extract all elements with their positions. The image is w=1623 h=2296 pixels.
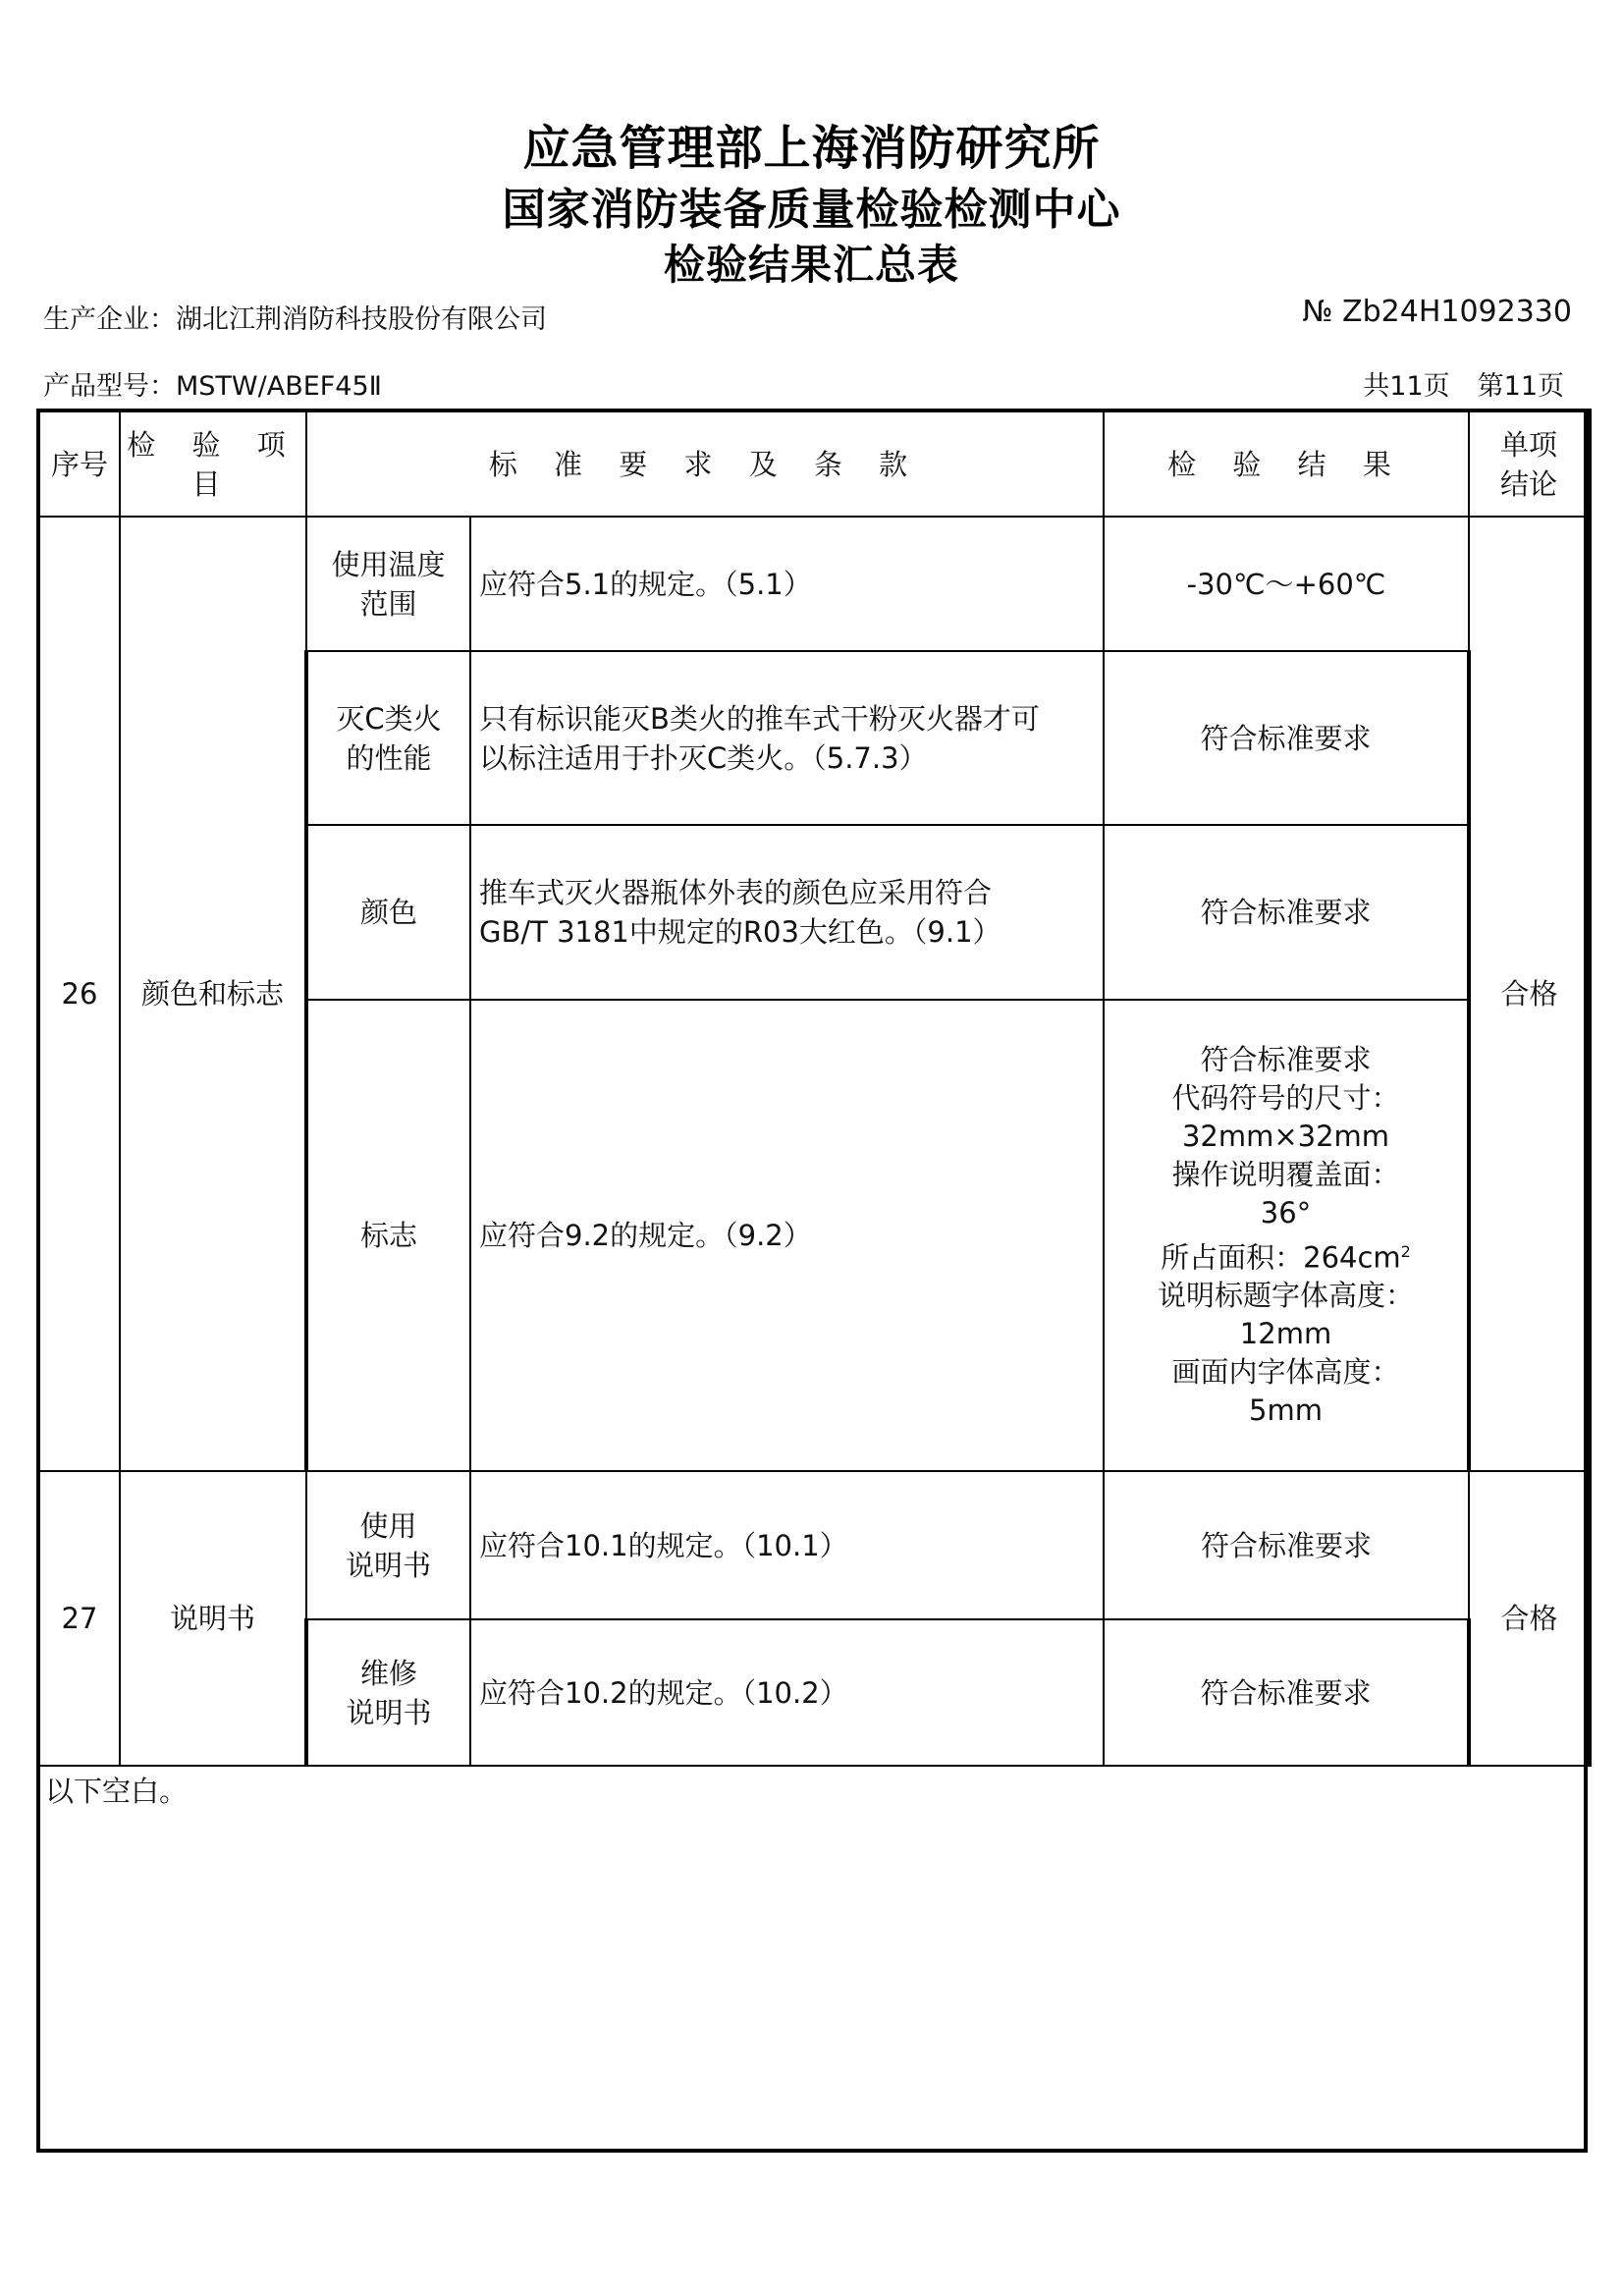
test-result: 符合标准要求 [1104,1619,1469,1766]
header-conclusion-line1: 单项 [1499,427,1557,462]
item-number: 27 [38,1471,120,1766]
area-value: 所占面积：264cm [1161,1240,1401,1275]
test-result: -30℃～+60℃ [1104,517,1469,651]
result-line: 操作说明覆盖面： [1171,1157,1400,1191]
test-result [1104,1000,1469,1471]
results-table [36,409,1592,1767]
current-page: 第11页 [1477,371,1564,402]
result-line: 5mm [1249,1394,1323,1428]
requirement-line: 应符合5.1的规定。（5.1） [479,567,812,601]
item-name: 说明书 [120,1471,306,1766]
requirement-line: GB/T 3181中规定的R03大红色。（9.1） [479,915,1001,949]
requirement [470,825,1104,1000]
sub-item-line: 说明书 [346,1695,432,1729]
requirement: 应符合9.2的规定。（9.2） [470,1000,1104,1471]
sub-item: 颜色 [306,825,470,1000]
item-number: 26 [38,517,120,1471]
test-result: 符合标准要求 [1104,651,1469,825]
table-row [38,1471,1590,1619]
result-line: 说明标题字体高度： [1157,1279,1414,1313]
header-conclusion-line2: 结论 [1499,466,1557,501]
product-model: 产品型号：MSTW/ABEF45Ⅱ [43,371,382,402]
header-conclusion [1469,410,1590,517]
institute-title: 应急管理部上海消防研究所 [522,121,1101,176]
requirement: 应符合10.1的规定。（10.1） [470,1471,1104,1619]
sub-item [306,651,470,825]
sub-item [306,517,470,651]
requirement [470,651,1104,825]
table-header-row [38,410,1590,517]
sub-item-line: 说明书 [345,1548,431,1582]
report-number: № Zb24H1092330 [1302,295,1572,329]
header-result: 检 验 结 果 [1104,410,1469,517]
conclusion: 合格 [1469,517,1590,1471]
item-name: 颜色和标志 [120,517,306,1471]
sub-item [306,1619,470,1766]
result-line: 符合标准要求 [1200,1042,1372,1076]
sub-item [306,1471,470,1619]
center-title: 国家消防装备质量检验检测中心 [502,185,1121,235]
result-line: 32mm×32mm [1181,1119,1390,1153]
area-superscript: 2 [1400,1241,1411,1261]
page-indicator [1363,364,1564,403]
header-standard: 标 准 要 求 及 条 款 [306,410,1104,517]
result-line [1110,1232,1461,1278]
requirement [470,517,1104,651]
conclusion: 合格 [1469,1471,1590,1766]
requirement: 应符合10.2的规定。（10.2） [470,1619,1104,1766]
test-result: 符合标准要求 [1104,825,1469,1000]
sub-item-line: 的性能 [346,740,432,775]
table-row [38,517,1590,651]
header-no: 序号 [38,410,120,517]
sub-item-line: 维修 [359,1656,417,1690]
sub-item-line: 使用温度 [331,547,446,581]
manufacturer: 生产企业：湖北江荆消防科技股份有限公司 [43,304,547,335]
result-line: 代码符号的尺寸： [1171,1080,1400,1115]
requirement-line: 只有标识能灭B类火的推车式干粉灭火器才可 [479,701,1040,736]
sub-item-line: 范围 [359,586,417,621]
report-title: 检验结果汇总表 [663,241,959,289]
result-line: 画面内字体高度： [1171,1355,1400,1390]
sub-item: 标志 [306,1000,470,1471]
result-line: 36° [1260,1195,1312,1230]
sub-item-line: 灭C类火 [336,701,442,736]
requirement-line: 以标注适用于扑灭C类火。（5.7.3） [479,740,928,775]
header-item: 检 验 项 目 [120,410,306,517]
sub-item-line: 使用 [359,1508,417,1543]
test-result: 符合标准要求 [1104,1471,1469,1619]
total-pages: 共11页 [1363,371,1450,402]
blank-below-note: 以下空白。 [45,1775,189,1808]
result-line: 12mm [1239,1317,1332,1351]
requirement-line: 推车式灭火器瓶体外表的颜色应采用符合 [479,876,993,909]
